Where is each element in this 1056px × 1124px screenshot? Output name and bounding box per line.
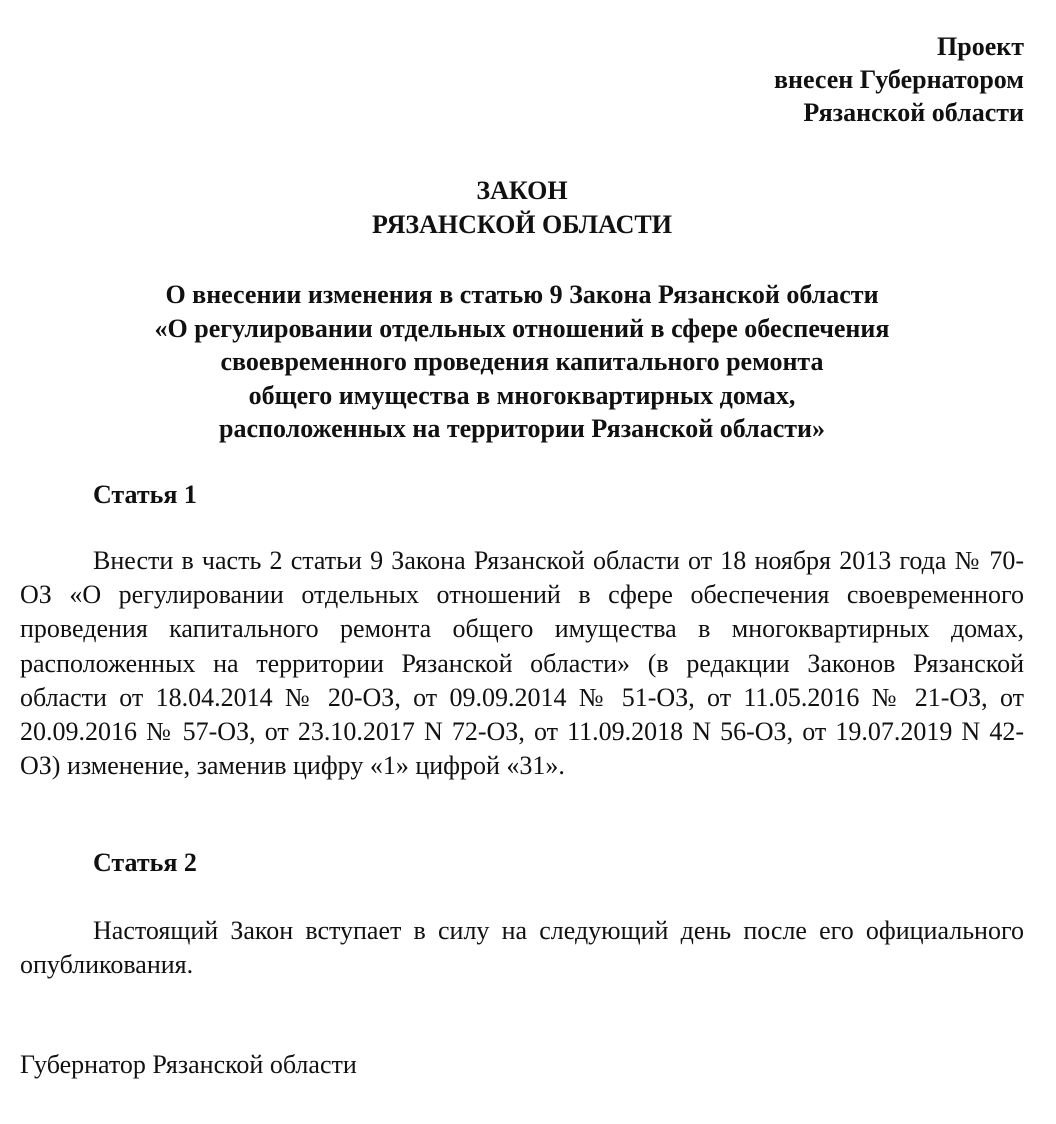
article-2-heading: Статья 2 (93, 848, 197, 877)
article-2-text: Настоящий Закон вступает в силу на следующий день после его официального опубликования. (20, 916, 1024, 980)
law-subject-line-4: общего имущества в многоквартирных домах, (248, 380, 796, 410)
law-subject-line-5: расположенных на территории Рязанской области» (218, 414, 826, 443)
law-title-line-2: РЯЗАНСКОЙ ОБЛАСТИ (372, 210, 672, 239)
law-title-line-1: ЗАКОН (476, 176, 568, 205)
signature-line: Губернатор Рязанской области (20, 1050, 357, 1079)
law-subject-line-1: О внесении изменения в статью 9 Закона Рязанской области (165, 280, 879, 309)
law-subject (0, 278, 1044, 446)
draft-header (774, 30, 1024, 129)
law-title (0, 174, 1044, 242)
law-subject-line-3: своевременного проведения капитального ремонта (220, 347, 824, 376)
region-line: Рязанской области (803, 98, 1024, 127)
submitted-by-line: внесен Губернатором (773, 65, 1024, 94)
article-1-text: Внести в часть 2 статьи 9 Закона Рязанской области от 18 ноября 2013 года № 70-ОЗ «О регулировании отдельных отношений в сфере обеспечения своевременного проведения капитального ремонта общего имущества в многоквартирных домах, расположенных на территории Рязанской области» (в редакции Законов Рязанской области от 18.04.2014 № 20-ОЗ, от 09.09.2014 № 51-ОЗ, от 11.05.2016 № 21-ОЗ, от 20.09.2016 № 57-ОЗ, от 23.10.2017 N 72-ОЗ, от 11.09.2018 N 56-ОЗ, от 19.07.2019 N 42-ОЗ) изменение, заменив цифру «1» цифрой «31». (20, 546, 1024, 781)
draft-label: Проект (937, 32, 1024, 61)
article-1-heading: Статья 1 (93, 480, 197, 509)
law-subject-line-2: «О регулировании отдельных отношений в сфере обеспечения (154, 313, 890, 343)
